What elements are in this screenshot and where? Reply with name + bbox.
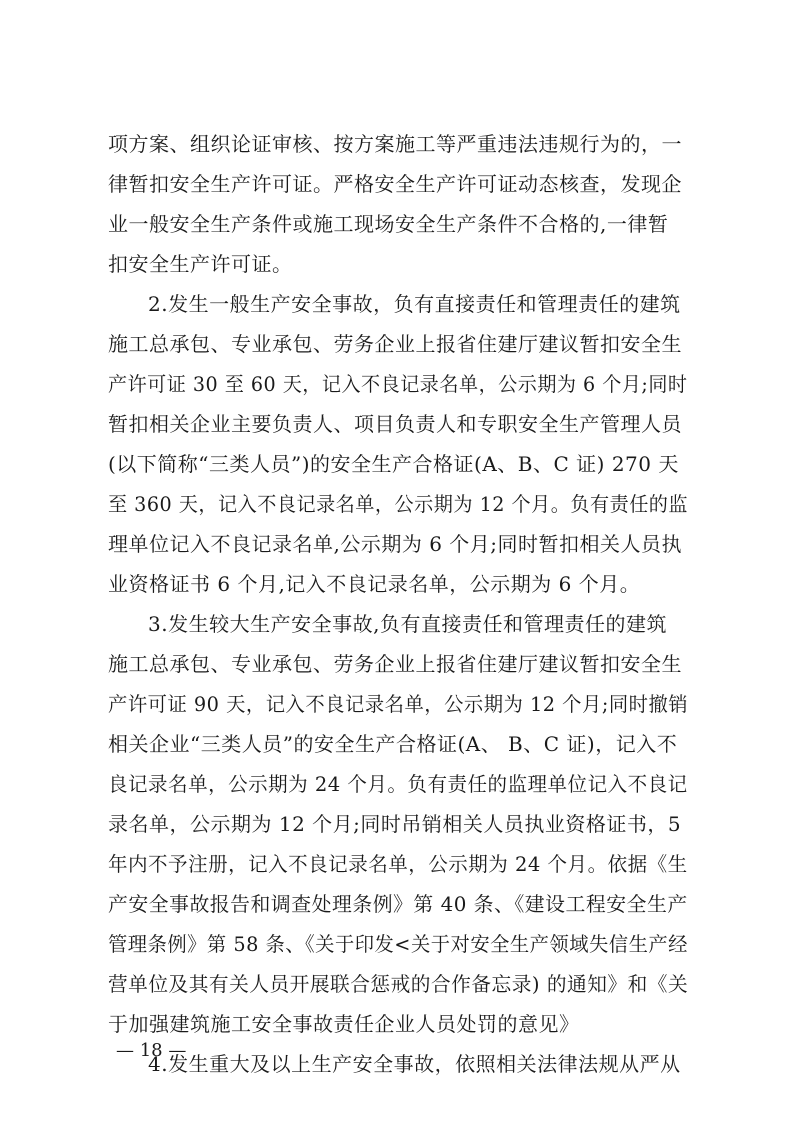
text-line: 于加强建筑施工安全事故责任企业人员处罚的意见》: [108, 1012, 580, 1036]
text-line: 产安全事故报告和调查处理条例》第 40 条、《建设工程安全生产: [108, 892, 688, 916]
text-line: 2.发生一般生产安全事故，负有直接责任和管理责任的建筑: [148, 292, 681, 316]
text-line: 相关企业“三类人员”的安全生产合格证(A、 B、C 证)，记入不: [108, 732, 678, 756]
text-line: 业资格证书 6 个月,记入不良记录名单，公示期为 6 个月。: [108, 572, 641, 596]
text-line: 管理条例》第 58 条、《关于印发<关于对安全生产领域失信生产经: [108, 932, 688, 956]
text-line: 产许可证 90 天，记入不良记录名单，公示期为 12 个月;同时撤销: [108, 692, 689, 716]
text-line: 4.发生重大及以上生产安全事故，依照相关法律法规从严从: [148, 1052, 681, 1076]
text-line: 产许可证 30 至 60 天，记入不良记录名单，公示期为 6 个月;同时: [108, 372, 688, 396]
text-line: 理单位记入不良记录名单,公示期为 6 个月;同时暂扣相关人员执: [108, 532, 683, 556]
text-line: 3.发生较大生产安全事故,负有直接责任和管理责任的建筑: [148, 612, 667, 636]
text-line: 年内不予注册，记入不良记录名单，公示期为 24 个月。依据《生: [108, 852, 688, 876]
text-line: 律暂扣安全生产许可证。严格安全生产许可证动态核查，发现企: [108, 172, 682, 196]
text-line: 良记录名单，公示期为 24 个月。负有责任的监理单位记入不良记: [108, 772, 688, 796]
text-line: 营单位及其有关人员开展联合惩戒的合作备忘录) 的通知》和《关: [108, 972, 689, 996]
text-line: 项方案、组织论证审核、按方案施工等严重违法违规行为的，一: [108, 132, 682, 156]
text-line: 施工总承包、专业承包、劳务企业上报省住建厅建议暂扣安全生: [108, 332, 682, 356]
text-line: 施工总承包、专业承包、劳务企业上报省住建厅建议暂扣安全生: [108, 652, 682, 676]
text-line: 暂扣相关企业主要负责人、项目负责人和专职安全生产管理人员: [108, 412, 682, 436]
text-line: 至 360 天，记入不良记录名单，公示期为 12 个月。负有责任的监: [108, 492, 689, 516]
text-line: 录名单，公示期为 12 个月;同时吊销相关人员执业资格证书，5: [108, 812, 682, 836]
document-body: [108, 124, 688, 1084]
text-line: 业一般安全生产条件或施工现场安全生产条件不合格的,一律暂: [108, 212, 669, 236]
page-number: — 18 —: [116, 1040, 187, 1061]
text-line: (以下简称“三类人员”)的安全生产合格证(A、B、C 证) 270 天: [108, 452, 679, 476]
text-line: 扣安全生产许可证。: [108, 252, 293, 276]
